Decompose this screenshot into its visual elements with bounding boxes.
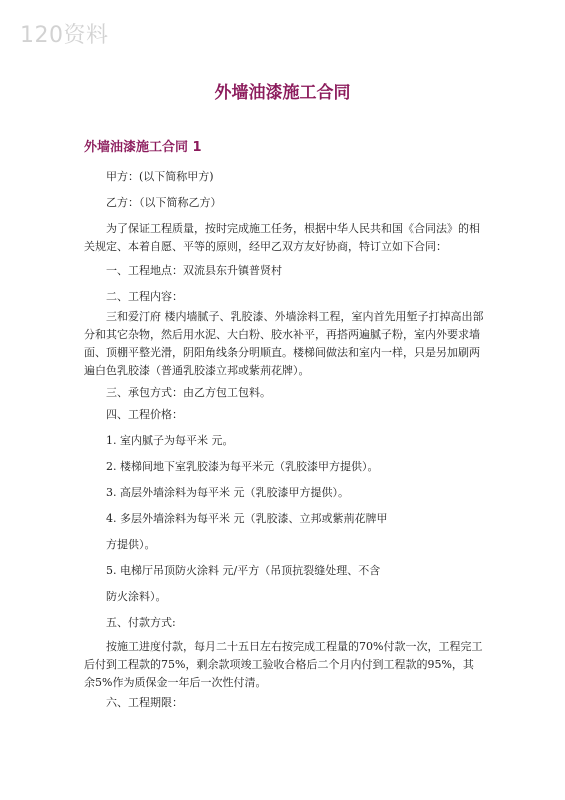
paragraph-price-2: 2. 楼梯间地下室乳胶漆为每平米元（乳胶漆甲方提供）。 (106, 460, 379, 473)
document-title: 外墙油漆施工合同 (214, 83, 351, 103)
section-title: 外墙油漆施工合同 1 (84, 140, 202, 155)
paragraph-party-a: 甲方：(以下简称甲方) (106, 170, 214, 183)
paragraph-price-1: 1. 室内腻子为每平米 元。 (106, 434, 234, 447)
paragraph-payment-heading: 五、付款方式: (106, 616, 176, 629)
paragraph-content: 三和爱汀府 楼内墙腻子、乳胶漆、外墙涂料工程，室内首先用堑子打掉高出部分和其它杂物，然后用水泥、大白粉、胶水补平，再搭两遍腻子粉，室内外要求墙面、顶棚平整光滑，阴阳角线条分明顺直。楼梯间做法和室内一样，只是另加刷两遍白色乳胶漆（普通乳胶漆立邦或紫荊花牌）。 (84, 310, 484, 377)
watermark-logo: 120资料 (20, 23, 109, 48)
paragraph-price-heading: 四、工程价格： (106, 408, 183, 421)
paragraph-payment: 按施工进度付款，每月二十五日左右按完成工程量的70%付款一次，工程完工后付到工程款的75%，剩余款项竣工验收合格后二个月内付到工程款的95%，其余5%作为质保金一年后一次性付清。 (84, 640, 483, 689)
paragraph-content-heading: 二、工程内容： (106, 290, 183, 303)
paragraph-price-4: 4. 多层外墙涂料为每平米 元（乳胶漆、立邦或紫荊花牌甲 (106, 512, 388, 525)
paragraph-party-b: 乙方：（以下简称乙方） (106, 196, 222, 209)
paragraph-price-3: 3. 高层外墙涂料为每平米 元（乳胶漆甲方提供）。 (106, 486, 349, 499)
paragraph-location: 一、工程地点：双流县东升镇普贤村 (106, 264, 282, 277)
paragraph-preamble: 为了保证工程质量，按时完成施工任务，根据中华人民共和国《合同法》的相关规定、本着自愿、平等的原则，经甲乙双方友好协商，特订立如下合同： (84, 222, 480, 253)
paragraph-price-5: 5. 电梯厅吊顶防火涂料 元/平方（吊顶抗裂缝处理、不含 (106, 564, 381, 577)
paragraph-price-5-cont: 防火涂料）。 (106, 590, 167, 603)
paragraph-price-4-cont: 方提供）。 (106, 538, 156, 551)
paragraph-duration-heading: 六、工程期限： (106, 696, 183, 709)
paragraph-contract-type: 三、承包方式：由乙方包工包料。 (106, 386, 271, 399)
